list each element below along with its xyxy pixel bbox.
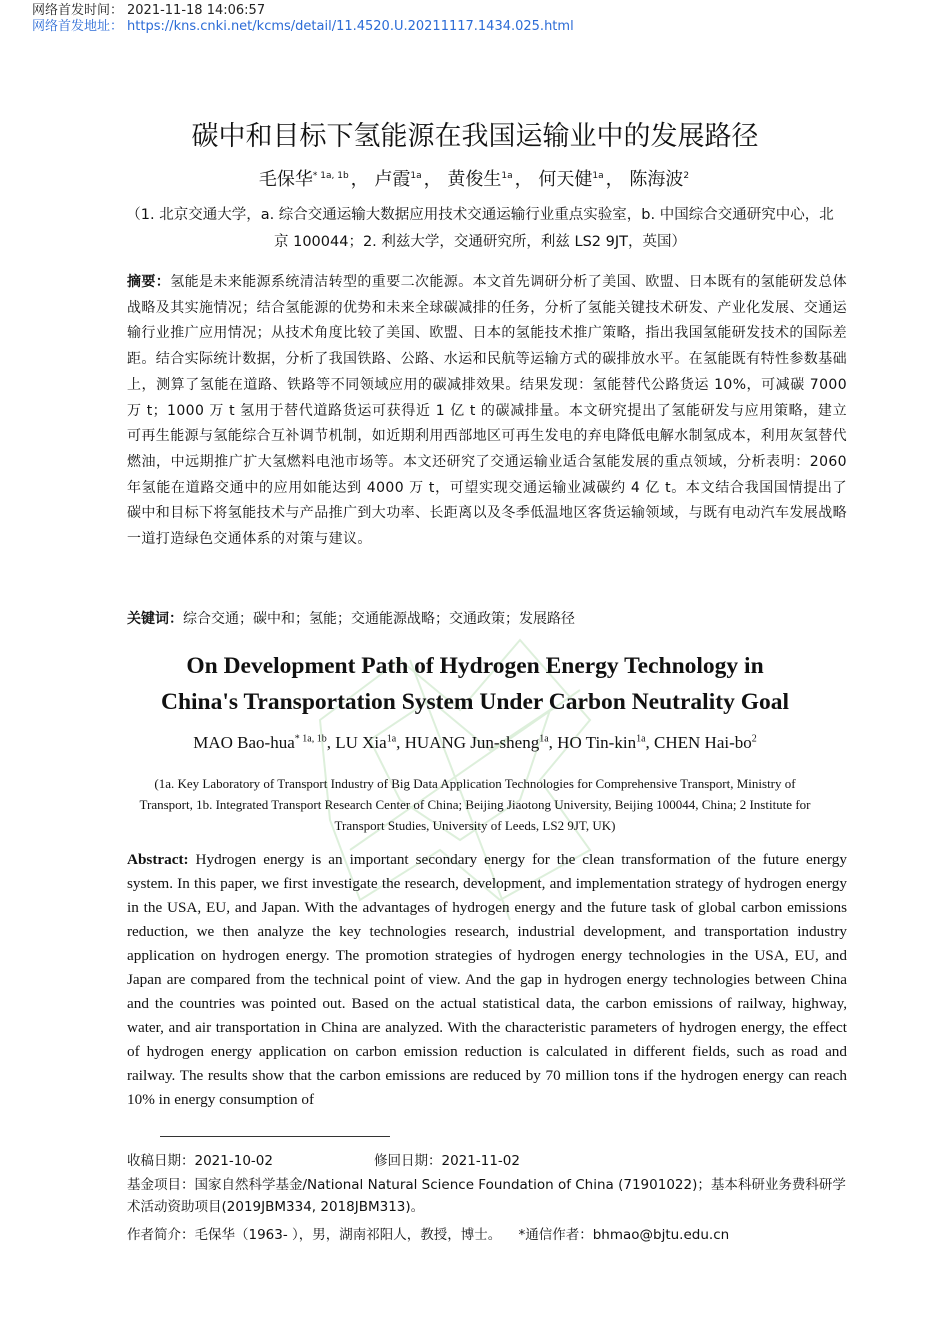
- keywords-cn: [127, 608, 847, 630]
- author-name-en: CHEN Hai-bo: [654, 733, 752, 752]
- abstract-en: [127, 848, 847, 1112]
- online-pub-time-value: 2021-11-18 14:06:57: [127, 3, 266, 18]
- abstract-cn-text: 氢能是未来能源系统清洁转型的重要二次能源。本文首先调研分析了美国、欧盟、日本既有的氢能研发总体战略及其实施情况；结合氢能源的优势和未来全球碳减排的任务，分析了氢能关键技术研发、产业化发展、交通运输行业推广应用情况；从技术角度比较了美国、欧盟、日本的氢能技术推广策略，指出我国氢能研发技术的国际差距。结合实际统计数据，分析了我国铁路、公路、水运和民航等运输方式的碳排放水平。在氢能既有特性参数基础上，测算了氢能在道路、铁路等不同领域应用的碳减排效果。结果发现：氢能替代公路货运 10%，可减碳 7000 万 t；1000 万 t 氢用于替代道路货运可获得近 1 亿 t 的碳减排量。本文研究提出了氢能研发与应用策略，建立可再生能源与氢能综合互补调节机制，如近期利用西部地区可再生发电的弃电降低电解水制氢成本，利用灰氢替代燃油，中远期推广扩大氢燃料电池市场等。本文还研究了交通运输业适合氢能发展的重点领域，分析表明：2060 年氢能在道路交通中的应用如能达到 4000 万 t，可望实现交通运输业减碳约 4 亿 t。本文结合我国国情提出了碳中和目标下将氢能技术与产品推广到大功率、长距离以及冬季低温地区客货运输领域，与既有电动汽车发展战略一道打造绿色交通体系的对策与建议。: [127, 274, 847, 548]
- online-pub-address: [32, 19, 574, 35]
- author-affil-mark: 1a: [592, 171, 604, 181]
- author-name-en: MAO Bao-hua: [193, 733, 295, 752]
- footnote-author-bio: [127, 1224, 847, 1246]
- abstract-en-label: Abstract:: [127, 851, 189, 868]
- paper-title-en-line1: On Development Path of Hydrogen Energy Technology in: [186, 653, 764, 679]
- abstract-cn: [127, 270, 847, 553]
- author-list-en: [0, 733, 950, 753]
- author-separator: ,: [396, 733, 405, 752]
- author-affil-mark: 1a: [386, 733, 397, 745]
- author-separator: ，: [350, 169, 369, 190]
- paper-title-en: [0, 648, 950, 720]
- author-affil-mark: 1a: [410, 171, 422, 181]
- author-affil-mark: * 1a, 1b: [312, 171, 349, 181]
- author-list-cn: [0, 165, 950, 191]
- author-affil-mark: 1a: [539, 733, 549, 745]
- author-name-en: HUANG Jun-sheng: [404, 733, 540, 752]
- paper-title-en-line2: China's Transportation System Under Carbon Neutrality Goal: [160, 689, 790, 715]
- author-separator: ,: [548, 733, 558, 752]
- author-name-cn: 毛保华: [258, 169, 313, 190]
- paper-title-cn: 碳中和目标下氢能源在我国运输业中的发展路径: [191, 121, 759, 152]
- online-pub-time-label: 网络首发时间：: [32, 3, 124, 18]
- keywords-cn-label: 关键词：: [127, 611, 183, 627]
- received-date: 收稿日期：2021-10-02: [127, 1153, 273, 1169]
- online-pub-time: [32, 3, 265, 19]
- author-separator: ,: [326, 733, 336, 752]
- author-affil-mark: 2: [751, 733, 757, 745]
- author-name-en: LU Xia: [335, 733, 387, 752]
- affiliations-cn: （1. 北京交通大学，a. 综合交通运输大数据应用技术交通运输行业重点实验室，b. 中国综合交通研究中心，北京 100044；2. 利兹大学，交通研究所，利兹 LS2 9JT，英国）: [126, 207, 834, 250]
- corresponding-author-email: *通信作者：bhmao@bjtu.edu.cn: [518, 1227, 730, 1243]
- author-name-cn: 卢霞: [374, 169, 411, 190]
- online-pub-address-label: 网络首发地址：: [32, 19, 124, 34]
- footnote-dates: [127, 1150, 847, 1172]
- abstract-en-text: Hydrogen energy is an important secondary energy for the clean transformation of the future energy system. In this paper, we first investigate the research, development, and implementation strategy of hydrogen energy in the USA, EU, and Japan. With the advantages of hydrogen energy and the future task of global carbon emissions reduction, we then analyze the key technologies research, industrial development, and transportation industry application on hydrogen energy. The promotion strategies of hydrogen energy technologies in the USA, EU, and Japan are compared from the technical point of view. And the gap in hydrogen energy technologies between China and the countries was pointed out. Based on the actual statistical data, the carbon emissions of railway, highway, water, and air transportation in China are analyzed. With the characteristic parameters of hydrogen energy, the effect of hydrogen energy application on carbon emission reduction is calculated in different fields, such as road and railway. The results show that the carbon emissions are reduced by 70 million tons if the hydrogen energy can reach 10% in energy consumption of: [127, 851, 847, 1108]
- author-affil-mark: * 1a, 1b: [294, 733, 327, 745]
- footnote-divider: [160, 1136, 390, 1137]
- affiliations-en: (1a. Key Laboratory of Transport Industry of Big Data Application Technologies for Comprehensive Transport, Ministry of Transport, 1b. Integrated Transport Research Center of China; Beijing Jiaotong University, Beijing 100044, China; 2 Institute for Transport Studies, University of Leeds, LS2 9JT, UK): [139, 776, 811, 833]
- author-name-cn: 黄俊生: [447, 169, 502, 190]
- online-pub-url-link[interactable]: https://kns.cnki.net/kcms/detail/11.4520.U.20211117.1434.025.html: [127, 19, 574, 34]
- author-name-cn: 何天健: [538, 169, 593, 190]
- author-affil-mark: 1a: [636, 733, 646, 745]
- revised-date: 修回日期：2021-11-02: [374, 1153, 520, 1169]
- author-affil-mark: 1a: [501, 171, 513, 181]
- footnote-fund: 基金项目：国家自然科学基金/National Natural Science Foundation of China (71901022)；基本科研业务费科研学术活动资助项目(2019JBM334, 2018JBM313)。: [127, 1177, 846, 1215]
- keywords-cn-text: 综合交通；碳中和；氢能；交通能源战略；交通政策；发展路径: [183, 611, 575, 627]
- author-affil-mark: 2: [683, 171, 690, 181]
- author-separator: ，: [423, 169, 442, 190]
- abstract-cn-label: 摘要：: [127, 274, 171, 290]
- author-name-cn: 陈海波: [629, 169, 684, 190]
- author-separator: ,: [645, 733, 655, 752]
- author-separator: ，: [605, 169, 624, 190]
- author-bio: 作者简介：毛保华（1963- ），男，湖南祁阳人，教授，博士。: [127, 1227, 502, 1243]
- author-name-en: HO Tin-kin: [557, 733, 637, 752]
- author-separator: ，: [514, 169, 533, 190]
